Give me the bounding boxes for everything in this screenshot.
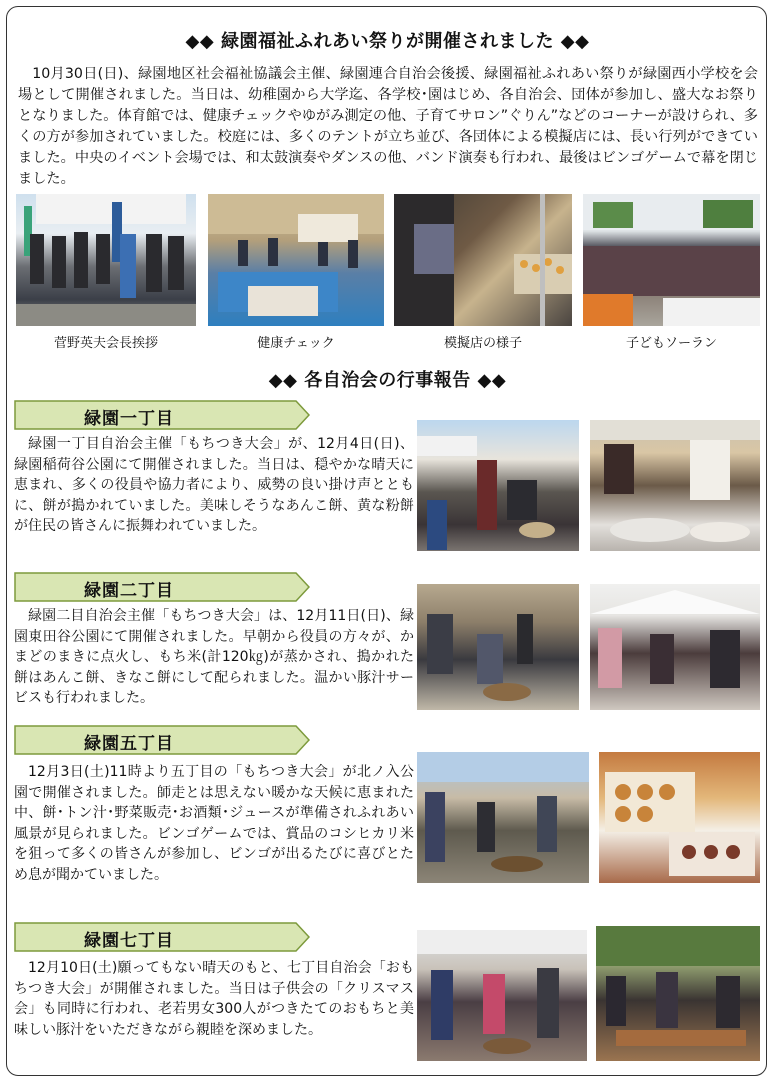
photo-health-check	[208, 194, 384, 326]
banner-chome-2	[14, 572, 310, 602]
banner-chome-7	[14, 922, 310, 952]
photo-mochitsuki-chome-5-a	[417, 752, 589, 883]
photo-mochitsuki-chome-2-a	[417, 584, 579, 710]
caption-chairman-greeting: 菅野英夫会長挨拶	[53, 336, 158, 351]
reports-title: ◆◆ 各自治会の行事報告 ◆◆	[268, 370, 507, 391]
banner-chome-1	[14, 400, 310, 430]
photo-mochitsuki-chome-2-b	[590, 584, 760, 710]
photo-mochitsuki-chome-1-b	[590, 420, 760, 551]
banner-chome-5	[14, 725, 310, 755]
report-body-chome-2: 緑園二目自治会主催「もちつき大会」は、12月11日(日)、緑園東田谷公園にて開催されました。早朝から役員の方々が、かまどのまきに点火し、もち米(計120㎏)が蒸かされ、搗かれた餅はあんこ餅、きなこ餅にして配られました。温かい豚汁サービスも行われました。	[14, 608, 414, 706]
banner-label: 緑園一丁目	[84, 409, 174, 429]
caption-health-check: 健康チェック	[257, 336, 335, 351]
photo-mochitsuki-chome-5-b	[599, 752, 760, 883]
photo-chairman-greeting	[16, 194, 196, 326]
festival-title: ◆◆ 緑園福祉ふれあい祭りが開催されました ◆◆	[185, 31, 590, 52]
banner-label: 緑園五丁目	[84, 734, 174, 754]
report-body-chome-5: 12月3日(土)11時より五丁目の「もちつき大会」が北ノ入公園で開催されました。師走とは思えない暖かな天候に恵まれた中、餅･トン汁･野菜販売･お酒類･ジュースが準備されふれあい風景が見られました。ビンゴゲームでは、賞品のコシヒカリ米を狙って多くの皆さんが参加し、ビンゴが出るたびに喜びとため息が聞かていました。	[14, 764, 414, 883]
photo-kids-soran	[583, 194, 760, 326]
photo-food-stall	[394, 194, 572, 326]
caption-food-stall: 模擬店の様子	[443, 336, 522, 351]
photo-mochitsuki-chome-7-a	[417, 930, 587, 1061]
photo-mochitsuki-chome-1-a	[417, 420, 579, 551]
banner-label: 緑園二丁目	[84, 581, 174, 601]
report-body-chome-7: 12月10日(土)願ってもない晴天のもと、七丁目自治会「おもちつき大会」が開催されました。当日は子供会の「クリスマス会」も同時に行われ、老若男女300人がつきたてのおもちと美味しい豚汁をいただきながら親睦を深めました。	[14, 960, 414, 1038]
festival-body: 10月30日(日)、緑園地区社会福祉協議会主催、緑園連合自治会後援、緑園福祉ふれあい祭りが緑園西小学校を会場として開催されました。当日は、幼稚園から大学迄、各学校･園はじめ、各自治会、団体が参加し、盛大なお祭りとなりました。体育館では、健康チェックやゆがみ測定の他、子育てサロン”ぐりん”などのコーナーが設けられ、多くの方が参加されていました。校庭には、多くのテントが立ち並び、各団体による模擬店には、長い行列ができていました。中央のイベント会場では、和太鼓演奏やダンスの他、バンド演奏も行われ、最後はビンゴゲームで幕を閉じました。	[18, 66, 758, 187]
banner-label: 緑園七丁目	[84, 931, 174, 951]
report-body-chome-1: 緑園一丁目自治会主催「もちつき大会」が、12月4日(日)、緑園稲荷谷公園にて開催されました。当日は、穏やかな晴天に恵まれ、多くの役員や協力者により、威勢の良い掛け声とともに、餅が搗かれていました。美味しそうなあんこ餅、黄な粉餅が住民の皆さんに振舞われていました。	[14, 436, 414, 534]
caption-kids-soran: 子どもソーラン	[625, 336, 717, 351]
photo-mochitsuki-chome-7-b	[596, 926, 760, 1061]
